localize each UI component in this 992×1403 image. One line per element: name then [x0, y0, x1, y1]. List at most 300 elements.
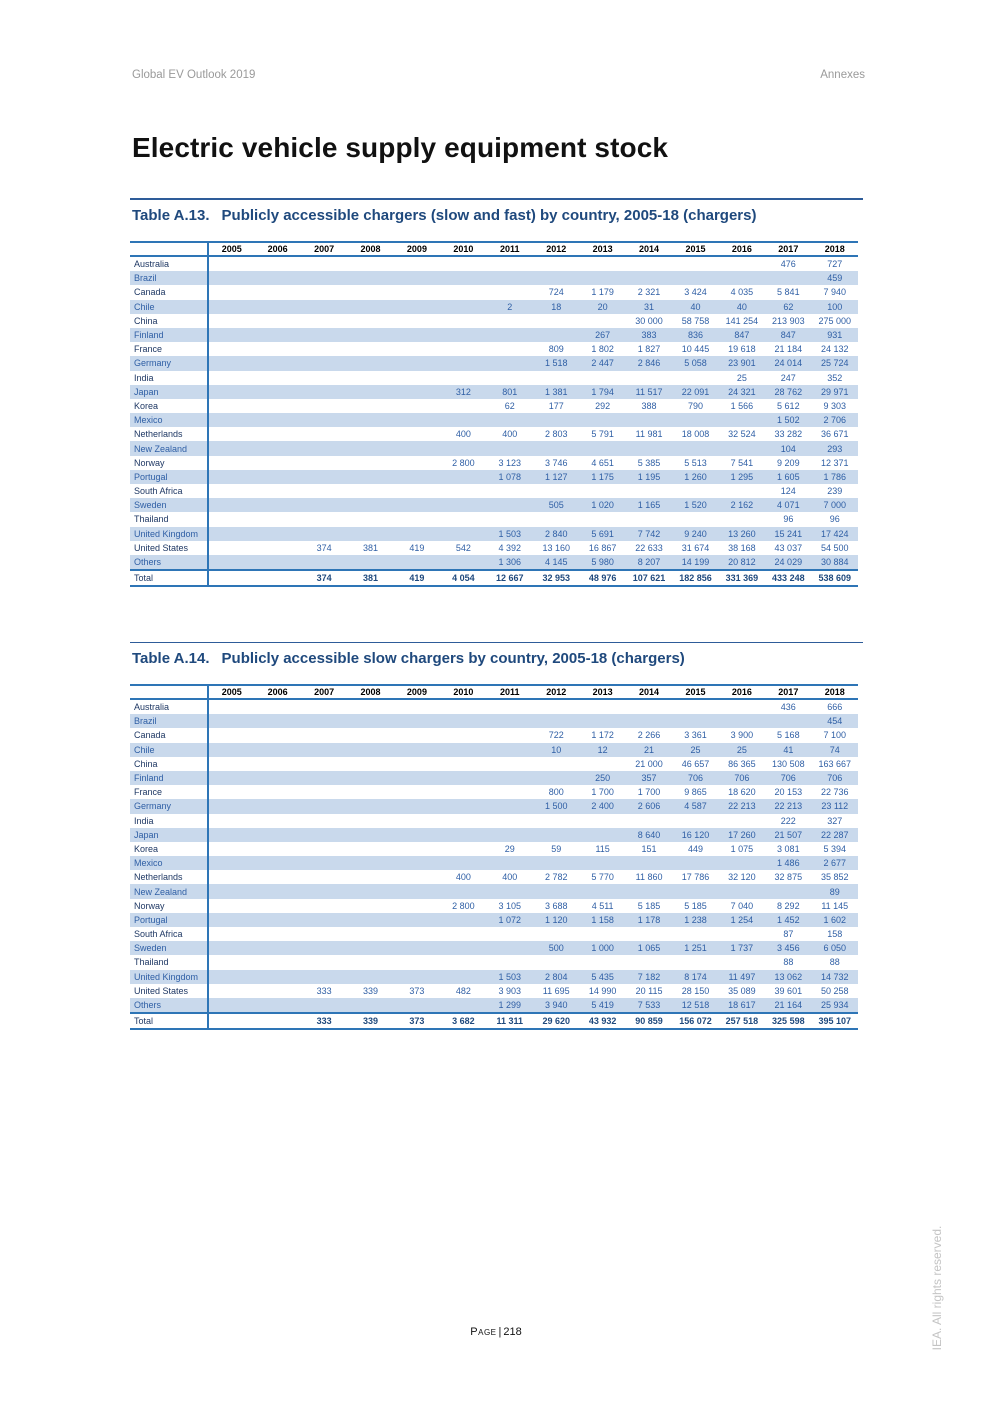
- table-row: [130, 842, 858, 856]
- value-cell: [254, 913, 300, 927]
- value-cell: [440, 799, 486, 813]
- year-header: 2009: [394, 685, 440, 699]
- value-cell: 267: [579, 328, 625, 342]
- value-cell: [301, 913, 347, 927]
- value-cell: [394, 728, 440, 742]
- value-cell: 2 677: [812, 856, 858, 870]
- value-cell: 2 846: [626, 356, 672, 370]
- value-cell: [208, 699, 254, 714]
- value-cell: [394, 356, 440, 370]
- value-cell: [208, 399, 254, 413]
- value-cell: 35 852: [821, 872, 849, 883]
- value-cell: 28 150: [681, 985, 710, 996]
- country-cell: Others: [130, 998, 208, 1013]
- value-cell: [347, 743, 393, 757]
- table-row: [130, 970, 858, 984]
- value-cell: [208, 527, 254, 541]
- value-cell: [208, 899, 254, 913]
- value-cell: [347, 757, 393, 771]
- value-cell: [765, 271, 811, 285]
- value-cell: [487, 771, 533, 785]
- value-cell: [301, 941, 347, 955]
- value-cell: 10: [533, 743, 579, 757]
- value-cell: [533, 314, 579, 328]
- table-row: [130, 484, 858, 498]
- value-cell: [626, 955, 672, 969]
- value-cell: [487, 941, 533, 955]
- value-cell: 96: [829, 514, 840, 525]
- value-cell: [626, 441, 672, 455]
- value-cell: [719, 955, 765, 969]
- table-row: [130, 699, 858, 714]
- value-cell: 31 674: [681, 542, 710, 553]
- page-label: Page: [470, 1326, 497, 1338]
- value-cell: [533, 714, 579, 728]
- value-cell: 1 179: [591, 287, 614, 298]
- year-header: 2005: [208, 685, 254, 699]
- country-cell: China: [130, 314, 208, 328]
- value-cell: [440, 785, 486, 799]
- value-cell: 5 058: [672, 356, 718, 370]
- value-cell: 5 791: [591, 429, 614, 440]
- year-header: 2016: [719, 242, 765, 256]
- table-row: [130, 371, 858, 385]
- value-cell: [487, 342, 533, 356]
- value-cell: 1 827: [637, 344, 661, 355]
- value-cell: [487, 441, 533, 455]
- value-cell: [254, 512, 300, 526]
- value-cell: 2 447: [579, 356, 625, 370]
- value-cell: [208, 771, 254, 785]
- year-header: 2011: [487, 685, 533, 699]
- value-cell: 12 371: [821, 457, 849, 468]
- value-cell: [487, 728, 533, 742]
- value-cell: 2 162: [719, 498, 765, 512]
- country-cell: Mexico: [130, 413, 208, 427]
- table-row: [130, 541, 858, 555]
- value-cell: [487, 484, 533, 498]
- total-value-cell: 48 976: [579, 570, 625, 586]
- value-cell: 20: [579, 300, 625, 314]
- page-title: Electric vehicle supply equipment stock: [132, 132, 669, 163]
- value-cell: [440, 328, 486, 342]
- table-row: [130, 285, 858, 299]
- country-cell: Thailand: [130, 512, 208, 526]
- value-cell: [626, 714, 672, 728]
- value-cell: [208, 328, 254, 342]
- value-cell: [347, 527, 393, 541]
- value-cell: [208, 927, 254, 941]
- value-cell: [208, 441, 254, 455]
- value-cell: 46 657: [681, 758, 710, 769]
- value-cell: [208, 814, 254, 828]
- table-row: [130, 555, 858, 570]
- value-cell: [208, 913, 254, 927]
- value-cell: [579, 828, 625, 842]
- value-cell: [394, 856, 440, 870]
- year-header: 2018: [812, 685, 858, 699]
- total-value-cell: 11 311: [487, 1013, 533, 1029]
- value-cell: 5 185: [637, 900, 661, 911]
- value-cell: 15 241: [765, 527, 811, 541]
- value-cell: [487, 927, 533, 941]
- value-cell: [440, 555, 486, 570]
- country-cell: South Africa: [130, 927, 208, 941]
- value-cell: 3 123: [498, 457, 522, 468]
- value-cell: [579, 441, 625, 455]
- value-cell: [487, 356, 533, 370]
- table-row: [130, 771, 858, 785]
- value-cell: [579, 256, 625, 271]
- value-cell: [394, 470, 440, 484]
- value-cell: 3 456: [765, 941, 811, 955]
- value-cell: 2 400: [579, 799, 625, 813]
- value-cell: [440, 998, 486, 1013]
- value-cell: [626, 699, 672, 714]
- value-cell: [533, 512, 579, 526]
- value-cell: [208, 856, 254, 870]
- value-cell: [347, 884, 393, 898]
- value-cell: 400: [455, 429, 471, 440]
- value-cell: [672, 856, 718, 870]
- table-row: [130, 941, 858, 955]
- value-cell: 847: [719, 328, 765, 342]
- value-cell: [208, 413, 254, 427]
- value-cell: [440, 828, 486, 842]
- value-cell: [487, 498, 533, 512]
- value-cell: 222: [780, 815, 796, 826]
- value-cell: [254, 541, 300, 555]
- value-cell: 454: [812, 714, 858, 728]
- table-number: Table A.14.: [132, 650, 210, 667]
- value-cell: [208, 484, 254, 498]
- country-cell: Norway: [130, 456, 208, 470]
- page-footer: [0, 1326, 992, 1338]
- table-row: [130, 498, 858, 512]
- value-cell: [394, 870, 440, 884]
- table-row: [130, 728, 858, 742]
- country-cell: Korea: [130, 399, 208, 413]
- value-cell: 801: [487, 385, 533, 399]
- value-cell: 104: [765, 441, 811, 455]
- country-cell: Portugal: [130, 470, 208, 484]
- value-cell: [672, 512, 718, 526]
- value-cell: 1 452: [765, 913, 811, 927]
- value-cell: 5 419: [579, 998, 625, 1013]
- value-cell: 9 209: [777, 457, 800, 468]
- value-cell: 96: [783, 514, 794, 525]
- value-cell: 5 691: [579, 527, 625, 541]
- value-cell: 5 385: [637, 457, 661, 468]
- value-cell: [440, 470, 486, 484]
- table-row: [130, 441, 858, 455]
- value-cell: [301, 399, 347, 413]
- total-value-cell: [254, 570, 300, 586]
- value-cell: [347, 456, 393, 470]
- value-cell: [487, 856, 533, 870]
- value-cell: 11 517: [626, 385, 672, 399]
- page-number: 218: [503, 1326, 522, 1338]
- value-cell: 1 175: [579, 470, 625, 484]
- total-value-cell: [208, 570, 254, 586]
- value-cell: [394, 941, 440, 955]
- value-cell: [254, 899, 300, 913]
- value-cell: [487, 699, 533, 714]
- value-cell: 21 000: [635, 758, 663, 769]
- value-cell: 1 700: [591, 787, 614, 798]
- value-cell: [208, 456, 254, 470]
- value-cell: 1 078: [487, 470, 533, 484]
- value-cell: [208, 498, 254, 512]
- value-cell: 800: [548, 787, 564, 798]
- header-corner: [130, 242, 208, 256]
- value-cell: [533, 271, 579, 285]
- value-cell: 3 424: [684, 287, 707, 298]
- value-cell: [394, 970, 440, 984]
- value-cell: 29 971: [812, 385, 858, 399]
- value-cell: 22 287: [812, 828, 858, 842]
- country-cell: New Zealand: [130, 884, 208, 898]
- value-cell: [394, 413, 440, 427]
- value-cell: [347, 955, 393, 969]
- value-cell: 1 502: [765, 413, 811, 427]
- value-cell: [347, 371, 393, 385]
- value-cell: [487, 328, 533, 342]
- value-cell: [347, 870, 393, 884]
- value-cell: 8 174: [672, 970, 718, 984]
- value-cell: 482: [455, 985, 471, 996]
- value-cell: [487, 799, 533, 813]
- value-cell: [254, 842, 300, 856]
- value-cell: [254, 427, 300, 441]
- year-header: 2010: [440, 685, 486, 699]
- value-cell: 339: [363, 985, 379, 996]
- table-row: [130, 342, 858, 356]
- value-cell: [579, 856, 625, 870]
- value-cell: 5 980: [579, 555, 625, 570]
- table-row: [130, 328, 858, 342]
- value-cell: [440, 757, 486, 771]
- value-cell: [626, 371, 672, 385]
- value-cell: 3 081: [777, 843, 800, 854]
- value-cell: 100: [812, 300, 858, 314]
- value-cell: [719, 256, 765, 271]
- value-cell: [533, 771, 579, 785]
- value-cell: 19 618: [728, 344, 756, 355]
- value-cell: 2 804: [533, 970, 579, 984]
- value-cell: [347, 441, 393, 455]
- value-cell: [208, 955, 254, 969]
- country-cell: Netherlands: [130, 870, 208, 884]
- value-cell: 21 184: [774, 344, 803, 355]
- value-cell: 58 758: [681, 315, 710, 326]
- value-cell: 20 115: [635, 985, 663, 996]
- value-cell: 13 062: [765, 970, 811, 984]
- value-cell: [347, 899, 393, 913]
- year-header: 2007: [301, 242, 347, 256]
- table-row: [130, 743, 858, 757]
- total-value-cell: 419: [394, 570, 440, 586]
- value-cell: 7 940: [823, 287, 847, 298]
- value-cell: [440, 256, 486, 271]
- value-cell: [440, 814, 486, 828]
- table-caption: [132, 207, 863, 227]
- country-cell: India: [130, 814, 208, 828]
- value-cell: [301, 498, 347, 512]
- value-cell: [533, 371, 579, 385]
- table-number: Table A.13.: [132, 207, 210, 224]
- value-cell: [347, 998, 393, 1013]
- country-cell: Japan: [130, 385, 208, 399]
- value-cell: [440, 842, 486, 856]
- table-row: [130, 314, 858, 328]
- country-cell: Norway: [130, 899, 208, 913]
- value-cell: [208, 757, 254, 771]
- value-cell: 1 520: [672, 498, 718, 512]
- year-header: 2017: [765, 242, 811, 256]
- value-cell: [626, 856, 672, 870]
- value-cell: [301, 527, 347, 541]
- value-cell: 54 500: [821, 542, 849, 553]
- value-cell: [254, 356, 300, 370]
- value-cell: [672, 814, 718, 828]
- value-cell: 24 029: [765, 555, 811, 570]
- value-cell: [208, 427, 254, 441]
- value-cell: 7 182: [626, 970, 672, 984]
- value-cell: [394, 456, 440, 470]
- value-cell: 16 867: [588, 542, 617, 553]
- total-value-cell: 333: [301, 1013, 347, 1029]
- value-cell: [301, 714, 347, 728]
- value-cell: 1 786: [812, 470, 858, 484]
- value-cell: 388: [641, 400, 657, 411]
- value-cell: [719, 714, 765, 728]
- value-cell: 36 671: [821, 429, 849, 440]
- value-cell: [626, 271, 672, 285]
- value-cell: [394, 512, 440, 526]
- value-cell: 1 737: [719, 941, 765, 955]
- value-cell: [672, 699, 718, 714]
- value-cell: [672, 413, 718, 427]
- table-caption: [132, 650, 863, 670]
- year-header: 2011: [487, 242, 533, 256]
- value-cell: 9 865: [684, 787, 707, 798]
- year-header: 2014: [626, 242, 672, 256]
- value-cell: [440, 356, 486, 370]
- value-cell: [347, 555, 393, 570]
- country-cell: United Kingdom: [130, 527, 208, 541]
- value-cell: [579, 714, 625, 728]
- value-cell: 5 435: [579, 970, 625, 984]
- value-cell: [347, 970, 393, 984]
- value-cell: 24 321: [719, 385, 765, 399]
- value-cell: [254, 757, 300, 771]
- value-cell: [254, 300, 300, 314]
- value-cell: [347, 828, 393, 842]
- value-cell: 4 392: [498, 542, 522, 553]
- value-cell: [440, 271, 486, 285]
- value-cell: 21 164: [765, 998, 811, 1013]
- value-cell: [394, 998, 440, 1013]
- value-cell: [347, 300, 393, 314]
- value-cell: 706: [765, 771, 811, 785]
- value-cell: 213 903: [772, 315, 805, 326]
- value-cell: [254, 385, 300, 399]
- value-cell: [254, 856, 300, 870]
- value-cell: 43 037: [774, 542, 803, 553]
- value-cell: [626, 413, 672, 427]
- value-cell: 22 633: [635, 542, 663, 553]
- value-cell: [347, 328, 393, 342]
- year-header: 2006: [254, 685, 300, 699]
- value-cell: [254, 527, 300, 541]
- value-cell: 18 620: [728, 787, 756, 798]
- value-cell: 7 000: [812, 498, 858, 512]
- value-cell: [440, 285, 486, 299]
- country-cell: Thailand: [130, 955, 208, 969]
- value-cell: [487, 271, 533, 285]
- value-cell: 2 606: [626, 799, 672, 813]
- value-cell: 50 258: [821, 985, 849, 996]
- value-cell: 40: [672, 300, 718, 314]
- value-cell: [254, 799, 300, 813]
- value-cell: 1 020: [579, 498, 625, 512]
- value-cell: 17 786: [681, 872, 710, 883]
- value-cell: [440, 913, 486, 927]
- value-cell: [254, 371, 300, 385]
- total-value-cell: 90 859: [626, 1013, 672, 1029]
- value-cell: [254, 714, 300, 728]
- table-row: [130, 955, 858, 969]
- value-cell: 5 612: [777, 400, 800, 411]
- value-cell: [719, 441, 765, 455]
- value-cell: 88: [783, 957, 794, 968]
- country-cell: Finland: [130, 771, 208, 785]
- value-cell: [440, 941, 486, 955]
- value-cell: 8 640: [626, 828, 672, 842]
- year-header: 2015: [672, 242, 718, 256]
- value-cell: 25 934: [812, 998, 858, 1013]
- value-cell: 1 700: [637, 787, 661, 798]
- value-cell: 1 295: [719, 470, 765, 484]
- value-cell: 1 127: [533, 470, 579, 484]
- value-cell: [347, 285, 393, 299]
- table-row: [130, 927, 858, 941]
- value-cell: 25: [719, 743, 765, 757]
- value-cell: [208, 941, 254, 955]
- value-cell: [579, 699, 625, 714]
- value-cell: 1 518: [533, 356, 579, 370]
- value-cell: [487, 256, 533, 271]
- value-cell: [579, 757, 625, 771]
- value-cell: 400: [502, 429, 518, 440]
- value-cell: [719, 484, 765, 498]
- value-cell: [208, 785, 254, 799]
- value-cell: 1 075: [730, 843, 754, 854]
- value-cell: [208, 271, 254, 285]
- total-value-cell: 381: [347, 570, 393, 586]
- table-a13: [130, 198, 863, 587]
- value-cell: [672, 484, 718, 498]
- value-cell: 88: [829, 957, 840, 968]
- value-cell: 7 533: [626, 998, 672, 1013]
- value-cell: [301, 828, 347, 842]
- value-cell: 239: [827, 486, 843, 497]
- total-value-cell: 339: [347, 1013, 393, 1029]
- country-cell: Finland: [130, 328, 208, 342]
- value-cell: 381: [363, 542, 379, 553]
- year-header: 2018: [812, 242, 858, 256]
